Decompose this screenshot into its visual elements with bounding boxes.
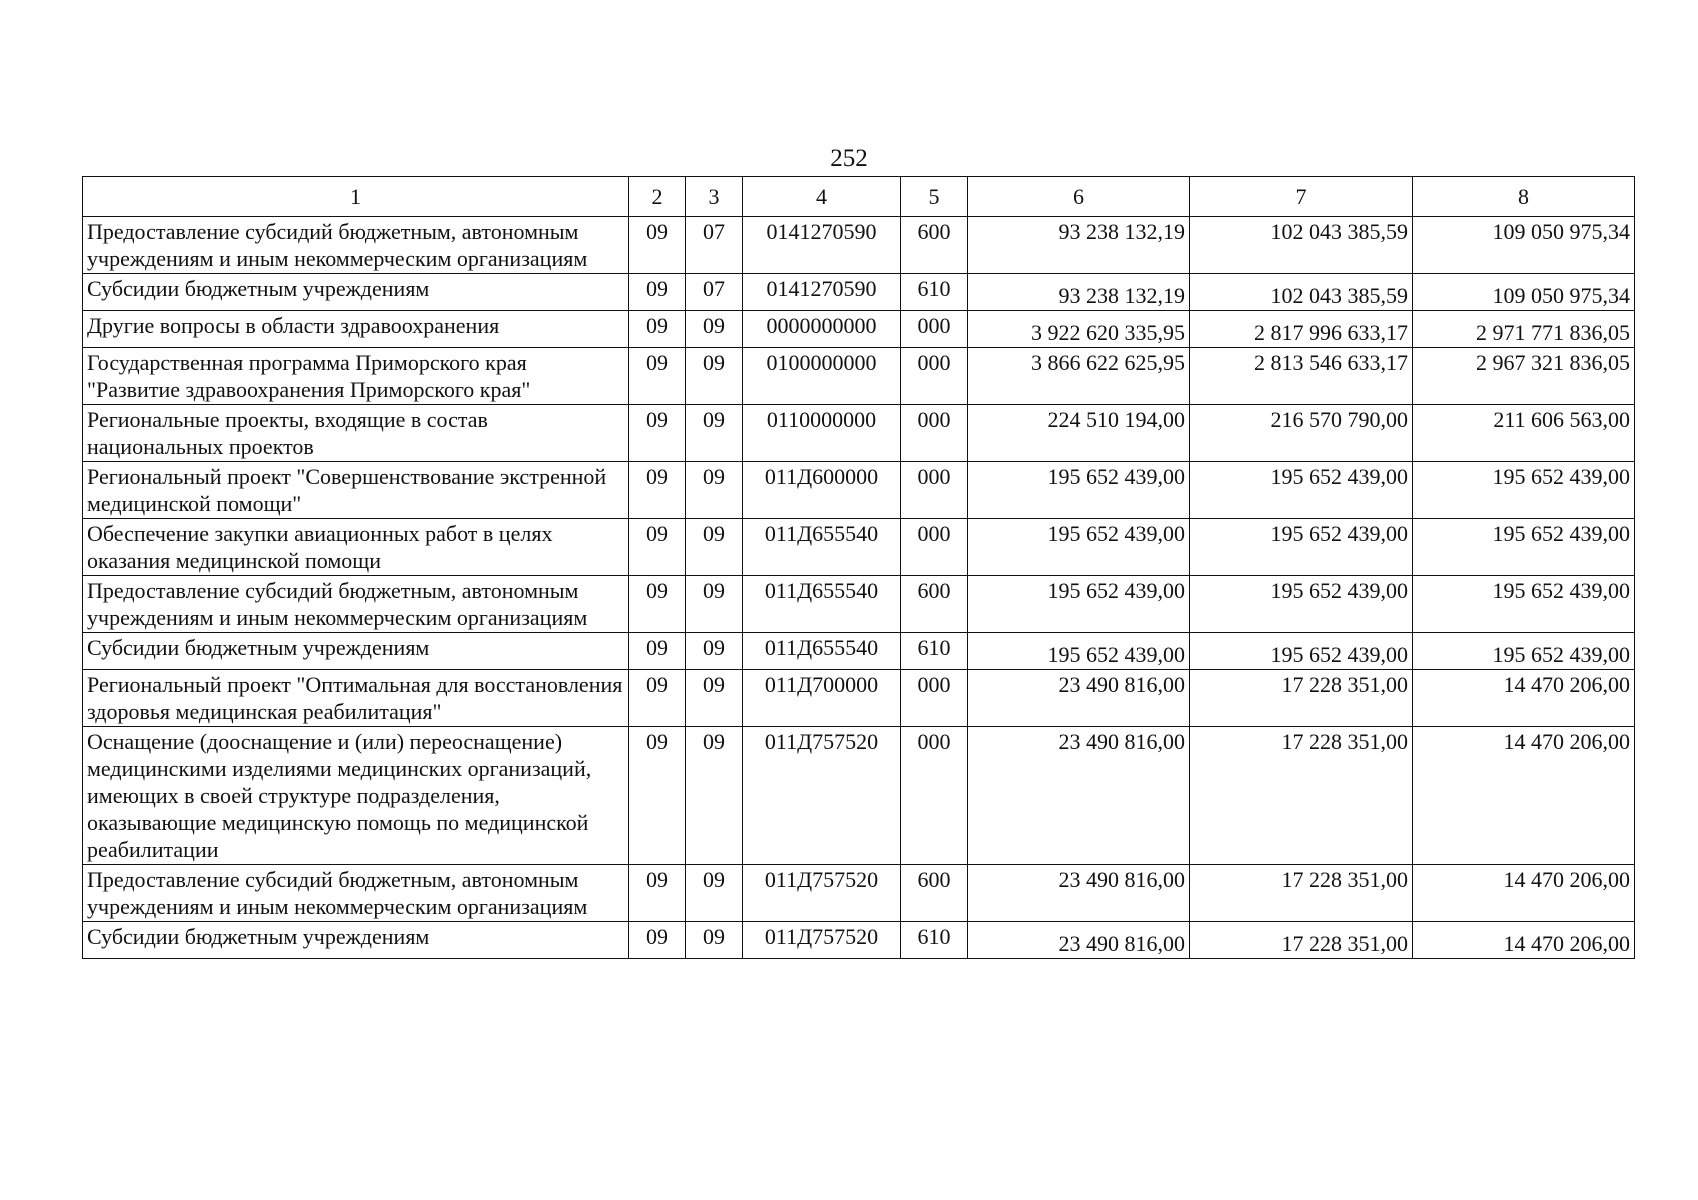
section-code: 09: [629, 348, 686, 405]
subsection-code: 09: [686, 311, 743, 348]
expense-type-code: 610: [901, 274, 968, 311]
expense-type-code: 000: [901, 519, 968, 576]
amount-col-7: 195 652 439,00: [1190, 462, 1413, 519]
amount-col-6: 3 922 620 335,95: [968, 311, 1190, 348]
row-name: Предоставление субсидий бюджетным, автономным учреждениям и иным некоммерческим организациям: [83, 865, 629, 922]
amount-col-6: 23 490 816,00: [968, 922, 1190, 959]
target-article-code: 011Д655540: [743, 576, 901, 633]
amount-col-6: 195 652 439,00: [968, 462, 1190, 519]
expense-type-code: 600: [901, 865, 968, 922]
amount-col-8: 2 971 771 836,05: [1413, 311, 1635, 348]
expense-type-code: 000: [901, 670, 968, 727]
table-row: [83, 727, 1635, 865]
amount-col-8: 211 606 563,00: [1413, 405, 1635, 462]
section-code: 09: [629, 670, 686, 727]
amount-col-8: 195 652 439,00: [1413, 519, 1635, 576]
section-code: 09: [629, 462, 686, 519]
row-name: Региональный проект "Оптимальная для восстановления здоровья медицинская реабилитация": [83, 670, 629, 727]
budget-table: [82, 176, 1635, 959]
expense-type-code: 000: [901, 462, 968, 519]
subsection-code: 09: [686, 865, 743, 922]
table-row: [83, 217, 1635, 274]
amount-col-6: 195 652 439,00: [968, 519, 1190, 576]
row-name: Государственная программа Приморского края "Развитие здравоохранения Приморского края": [83, 348, 629, 405]
subsection-code: 09: [686, 519, 743, 576]
amount-col-7: 2 813 546 633,17: [1190, 348, 1413, 405]
amount-col-6: 195 652 439,00: [968, 576, 1190, 633]
target-article-code: 011Д700000: [743, 670, 901, 727]
section-code: 09: [629, 274, 686, 311]
expense-type-code: 610: [901, 922, 968, 959]
amount-col-6: 23 490 816,00: [968, 865, 1190, 922]
subsection-code: 09: [686, 576, 743, 633]
subsection-code: 09: [686, 462, 743, 519]
amount-col-7: 195 652 439,00: [1190, 633, 1413, 670]
target-article-code: 0100000000: [743, 348, 901, 405]
target-article-code: 0141270590: [743, 217, 901, 274]
amount-col-6: 23 490 816,00: [968, 670, 1190, 727]
row-name: Другие вопросы в области здравоохранения: [83, 311, 629, 348]
section-code: 09: [629, 217, 686, 274]
row-name: Региональный проект "Совершенствование экстренной медицинской помощи": [83, 462, 629, 519]
row-name: Оснащение (дооснащение и (или) переоснащение) медицинскими изделиями медицинских организаций, имеющих в своей структуре подразделения, оказывающие медицинскую помощь по медицинской реабилитации: [83, 727, 629, 865]
section-code: 09: [629, 633, 686, 670]
amount-col-6: 93 238 132,19: [968, 274, 1190, 311]
target-article-code: 011Д655540: [743, 519, 901, 576]
target-article-code: 0141270590: [743, 274, 901, 311]
amount-col-8: 14 470 206,00: [1413, 670, 1635, 727]
amount-col-6: 23 490 816,00: [968, 727, 1190, 865]
subsection-code: 09: [686, 348, 743, 405]
target-article-code: 0000000000: [743, 311, 901, 348]
section-code: 09: [629, 727, 686, 865]
target-article-code: 011Д757520: [743, 727, 901, 865]
row-name: Обеспечение закупки авиационных работ в целях оказания медицинской помощи: [83, 519, 629, 576]
subsection-code: 09: [686, 727, 743, 865]
amount-col-8: 2 967 321 836,05: [1413, 348, 1635, 405]
amount-col-7: 102 043 385,59: [1190, 274, 1413, 311]
amount-col-7: 17 228 351,00: [1190, 922, 1413, 959]
row-name: Субсидии бюджетным учреждениям: [83, 633, 629, 670]
expense-type-code: 600: [901, 576, 968, 633]
row-name: Субсидии бюджетным учреждениям: [83, 274, 629, 311]
page-number: 252: [830, 145, 868, 172]
amount-col-7: 17 228 351,00: [1190, 670, 1413, 727]
target-article-code: 011Д757520: [743, 865, 901, 922]
target-article-code: 0110000000: [743, 405, 901, 462]
column-header-1: 1: [83, 177, 629, 217]
column-header-7: 7: [1190, 177, 1413, 217]
subsection-code: 09: [686, 405, 743, 462]
column-header-6: 6: [968, 177, 1190, 217]
header-row: [83, 177, 1635, 217]
amount-col-8: 195 652 439,00: [1413, 576, 1635, 633]
table-row: [83, 670, 1635, 727]
subsection-code: 09: [686, 670, 743, 727]
row-name: Региональные проекты, входящие в состав национальных проектов: [83, 405, 629, 462]
table-row: [83, 576, 1635, 633]
amount-col-7: 195 652 439,00: [1190, 519, 1413, 576]
column-header-5: 5: [901, 177, 968, 217]
table-row: [83, 922, 1635, 959]
table-row: [83, 462, 1635, 519]
section-code: 09: [629, 865, 686, 922]
column-header-2: 2: [629, 177, 686, 217]
expense-type-code: 000: [901, 405, 968, 462]
section-code: 09: [629, 405, 686, 462]
amount-col-7: 102 043 385,59: [1190, 217, 1413, 274]
target-article-code: 011Д655540: [743, 633, 901, 670]
section-code: 09: [629, 576, 686, 633]
expense-type-code: 000: [901, 311, 968, 348]
subsection-code: 07: [686, 217, 743, 274]
amount-col-7: 2 817 996 633,17: [1190, 311, 1413, 348]
table-row: [83, 519, 1635, 576]
subsection-code: 09: [686, 922, 743, 959]
target-article-code: 011Д757520: [743, 922, 901, 959]
section-code: 09: [629, 519, 686, 576]
expense-type-code: 000: [901, 348, 968, 405]
section-code: 09: [629, 311, 686, 348]
table-row: [83, 405, 1635, 462]
table-row: [83, 865, 1635, 922]
amount-col-6: 195 652 439,00: [968, 633, 1190, 670]
amount-col-8: 14 470 206,00: [1413, 865, 1635, 922]
expense-type-code: 600: [901, 217, 968, 274]
amount-col-8: 109 050 975,34: [1413, 217, 1635, 274]
column-header-8: 8: [1413, 177, 1635, 217]
table-row: [83, 348, 1635, 405]
table-row: [83, 311, 1635, 348]
amount-col-8: 14 470 206,00: [1413, 922, 1635, 959]
amount-col-6: 3 866 622 625,95: [968, 348, 1190, 405]
amount-col-6: 93 238 132,19: [968, 217, 1190, 274]
row-name: Предоставление субсидий бюджетным, автономным учреждениям и иным некоммерческим организациям: [83, 576, 629, 633]
amount-col-7: 17 228 351,00: [1190, 865, 1413, 922]
amount-col-8: 14 470 206,00: [1413, 727, 1635, 865]
subsection-code: 07: [686, 274, 743, 311]
subsection-code: 09: [686, 633, 743, 670]
amount-col-8: 109 050 975,34: [1413, 274, 1635, 311]
row-name: Предоставление субсидий бюджетным, автономным учреждениям и иным некоммерческим организациям: [83, 217, 629, 274]
section-code: 09: [629, 922, 686, 959]
amount-col-7: 17 228 351,00: [1190, 727, 1413, 865]
column-header-4: 4: [743, 177, 901, 217]
column-header-3: 3: [686, 177, 743, 217]
table-row: [83, 633, 1635, 670]
target-article-code: 011Д600000: [743, 462, 901, 519]
amount-col-8: 195 652 439,00: [1413, 462, 1635, 519]
expense-type-code: 000: [901, 727, 968, 865]
table-row: [83, 274, 1635, 311]
amount-col-7: 195 652 439,00: [1190, 576, 1413, 633]
expense-type-code: 610: [901, 633, 968, 670]
amount-col-7: 216 570 790,00: [1190, 405, 1413, 462]
amount-col-8: 195 652 439,00: [1413, 633, 1635, 670]
amount-col-6: 224 510 194,00: [968, 405, 1190, 462]
row-name: Субсидии бюджетным учреждениям: [83, 922, 629, 959]
